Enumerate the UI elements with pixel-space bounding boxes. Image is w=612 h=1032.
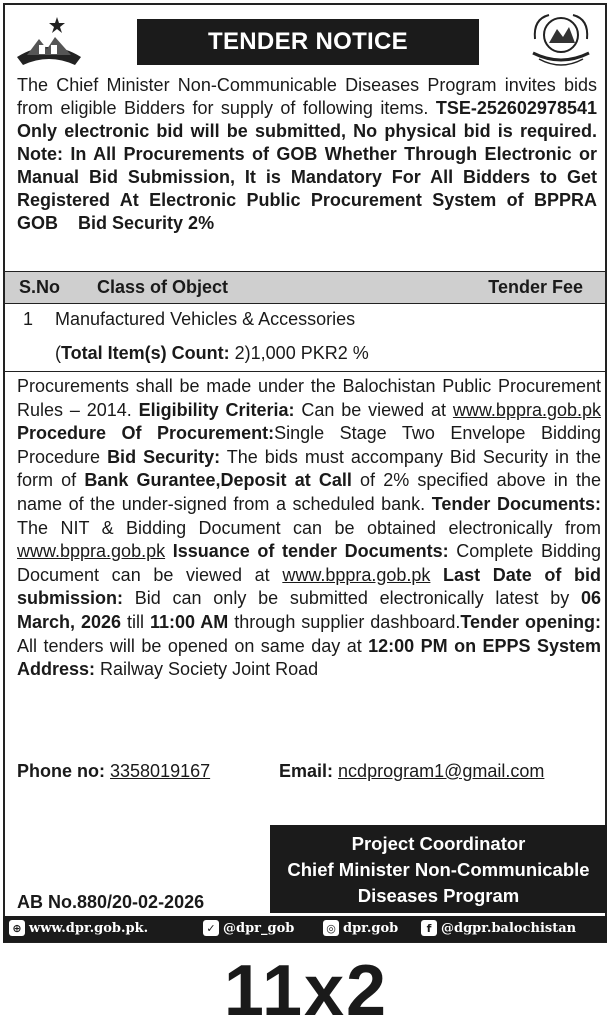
email-link[interactable]: ncdprogram1@gmail.com bbox=[338, 761, 545, 781]
intro-tse-note: TSE-252602978541 Only electronic bid will be submitted, No physical bid is required. Note: In All Procurements of GOB Whether Through Electronic or Manual Bid Submission, It is Mandatory For All Bidders to Get Registered At Electronic Public Procurement System of BPPRA GOB bbox=[17, 98, 597, 233]
footer-twitter-text: @dpr_gob bbox=[223, 920, 295, 936]
row-item-name: Manufactured Vehicles & Accessories bbox=[55, 309, 356, 329]
ad-size-label: 11x2 bbox=[223, 951, 389, 1031]
footer-instagram[interactable] bbox=[323, 920, 398, 936]
footer-facebook[interactable] bbox=[421, 920, 576, 936]
twitter-icon: ✓ bbox=[203, 920, 219, 936]
ncd-program-logo-icon bbox=[525, 9, 597, 71]
intro-text: The Chief Minister Non-Communicable Diseases Program invites bids from eligible Bidders for supply of following items. bbox=[17, 75, 597, 118]
balochistan-emblem-icon bbox=[13, 9, 85, 71]
table-divider bbox=[5, 371, 605, 372]
body-text-5: of 2% specified above in the name of the under-signed from a scheduled bank. bbox=[17, 470, 601, 514]
body-text-9: through supplier dashboard. bbox=[228, 611, 461, 632]
email-line bbox=[279, 761, 544, 782]
body-till: till bbox=[121, 611, 150, 632]
body-text-7: Complete Bidding Document can be viewed at bbox=[17, 541, 601, 585]
tender-notice bbox=[3, 3, 607, 943]
row-sno: 1 bbox=[23, 309, 34, 329]
row-count-open: ( bbox=[55, 343, 61, 363]
body-text-3: Single Stage Two Envelope Bidding Procedure bbox=[17, 423, 601, 467]
row-count-label: Total Item(s) Count: bbox=[61, 343, 230, 363]
procedure-label: Procedure Of Procurement: bbox=[17, 423, 275, 444]
footer-facebook-text: @dgpr.balochistan bbox=[441, 920, 577, 936]
body-text-8: Bid can only be submitted electronically latest by bbox=[123, 588, 581, 609]
instagram-icon: ◎ bbox=[323, 920, 339, 936]
guarantee-label: Bank Gurantee,Deposit at Call bbox=[84, 470, 352, 491]
body-text-6: The NIT & Bidding Document can be obtained electronically from bbox=[17, 517, 601, 538]
header-tender-fee: Tender Fee bbox=[488, 277, 583, 297]
coordinator-org-line2: Diseases Program bbox=[357, 885, 520, 906]
opening-detail: 12:00 PM on EPPS System Address: bbox=[17, 635, 602, 680]
body-text-11: Railway Society Joint Road bbox=[95, 659, 319, 680]
procurement-details bbox=[17, 375, 601, 682]
email-label: Email: bbox=[279, 761, 334, 781]
coordinator-org-line1: Chief Minister Non-Communicable bbox=[287, 859, 590, 880]
footer-instagram-text: dpr.gob bbox=[343, 920, 399, 936]
bppra-link[interactable]: www.bppra.gob.pk bbox=[17, 541, 166, 562]
ab-number: AB No.880/20-02-2026 bbox=[17, 892, 205, 912]
row-count-value: 2)1,000 PKR2 % bbox=[229, 343, 369, 363]
row-item-count bbox=[55, 343, 369, 364]
last-date-label: Last Date of bid submission: bbox=[17, 564, 601, 609]
header-class-of-object: Class of Object bbox=[97, 277, 229, 297]
header-sno: S.No bbox=[19, 277, 61, 297]
footer-website[interactable] bbox=[9, 920, 148, 936]
body-text-4: The bids must accompany Bid Security in the form of bbox=[17, 446, 601, 491]
globe-icon: ⊕ bbox=[9, 920, 25, 936]
project-coordinator-box bbox=[270, 825, 607, 913]
bppra-link[interactable]: www.bppra.gob.pk bbox=[282, 564, 431, 585]
notice-title: TENDER NOTICE bbox=[137, 19, 479, 65]
table-header-row bbox=[5, 271, 605, 304]
social-footer bbox=[3, 916, 607, 942]
intro-paragraph bbox=[17, 74, 597, 235]
phone-line bbox=[17, 761, 210, 782]
body-text-2: Can be viewed at bbox=[294, 399, 453, 420]
phone-number-link[interactable]: 3358019167 bbox=[110, 761, 211, 781]
facebook-icon: f bbox=[421, 920, 437, 936]
body-text-1: Procurements shall be made under the Balochistan Public Procurement Rules – 2014. bbox=[17, 376, 601, 420]
footer-twitter[interactable] bbox=[203, 920, 294, 936]
bid-security-label: Bid Security: bbox=[107, 446, 221, 467]
phone-label: Phone no: bbox=[17, 761, 105, 781]
body-text-10: All tenders will be opened on same day at bbox=[17, 635, 369, 656]
intro-bid-security: Bid Security 2% bbox=[78, 213, 215, 233]
tender-docs-label: Tender Documents: bbox=[431, 493, 601, 514]
deadline-date: 06 March, 2026 bbox=[17, 588, 601, 632]
coordinator-title: Project Coordinator bbox=[351, 833, 526, 854]
issuance-label: Issuance of tender Documents: bbox=[165, 541, 449, 562]
deadline-time: 11:00 AM bbox=[149, 611, 229, 632]
bppra-link[interactable]: www.bppra.gob.pk bbox=[452, 399, 602, 420]
footer-website-text: www.dpr.gob.pk. bbox=[29, 920, 149, 936]
tender-opening-label: Tender opening: bbox=[460, 611, 601, 632]
eligibility-label: Eligibility Criteria: bbox=[138, 399, 295, 420]
